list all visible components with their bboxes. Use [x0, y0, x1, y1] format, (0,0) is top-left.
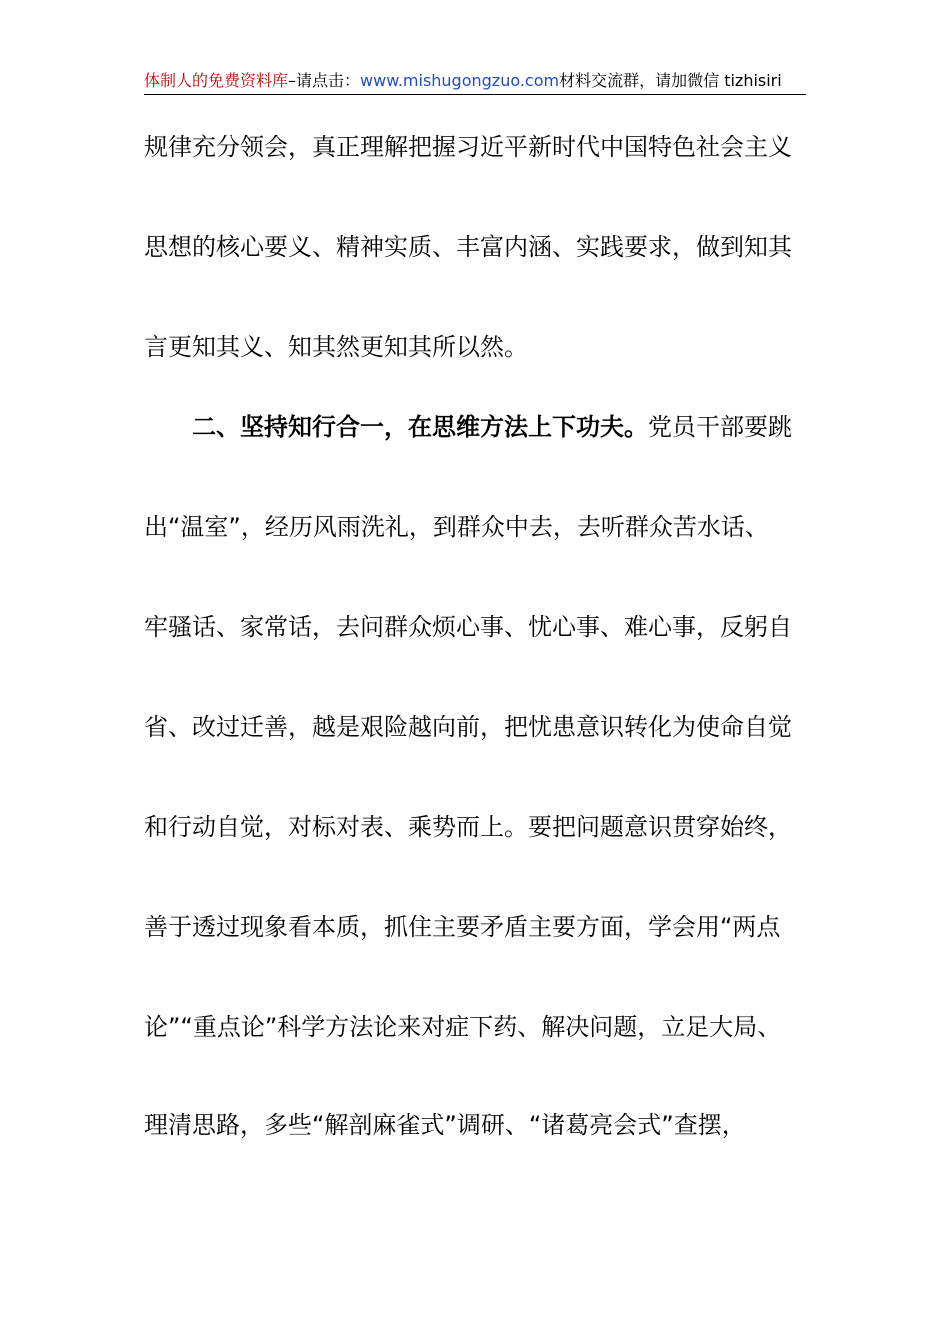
header-prompt: –请点击： — [288, 71, 361, 90]
section-heading-line — [192, 410, 792, 444]
header-site-link[interactable]: www.mishugongzuo.com — [360, 71, 560, 90]
header-divider — [144, 94, 806, 95]
body-line-2: 思想的核心要义、精神实质、丰富内涵、实践要求，做到知其 — [144, 233, 792, 261]
page-header — [144, 68, 806, 94]
body-line-3: 言更知其义、知其然更知其所以然。 — [144, 333, 528, 361]
body-line-11: 理清思路，多些“解剖麻雀式”调研、“诸葛亮会式”查摆， — [144, 1111, 746, 1139]
body-line-9: 善于透过现象看本质，抓住主要矛盾主要方面，学会用“两点 — [144, 913, 781, 941]
body-line-5: 出“温室”，经历风雨洗礼，到群众中去，去听群众苦水话、 — [144, 513, 769, 541]
body-line-7: 省、改过迁善，越是艰险越向前，把忧患意识转化为使命自觉 — [144, 713, 792, 741]
header-contact: 材料交流群，请加微信 tizhisiri — [559, 71, 782, 90]
header-brand: 体制人的免费资料库 — [144, 71, 289, 90]
body-line-8: 和行动自觉，对标对表、乘势而上。要把问题意识贯穿始终， — [144, 813, 792, 841]
section-heading-rest: 党员干部要跳 — [648, 413, 792, 441]
section-heading: 二、坚持知行合一，在思维方法上下功夫。 — [192, 413, 648, 441]
body-line-10: 论”“重点论”科学方法论来对症下药、解决问题，立足大局、 — [144, 1013, 782, 1041]
body-line-6: 牢骚话、家常话，去问群众烦心事、忧心事、难心事，反躬自 — [144, 613, 792, 641]
body-line-1: 规律充分领会，真正理解把握习近平新时代中国特色社会主义 — [144, 133, 792, 161]
